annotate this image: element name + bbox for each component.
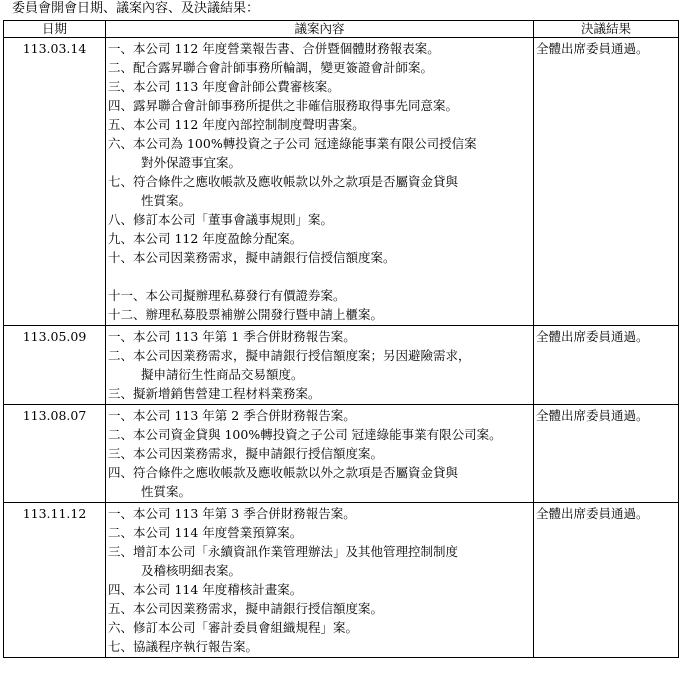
agenda-item: 二、配合露昇聯合會計師事務所輪調，變更簽證會計師案。: [108, 60, 434, 75]
agenda-item: 四、露昇聯合會計師事務所提供之非確信服務取得事先同意案。: [108, 98, 459, 113]
agenda-item: 六、修訂本公司「審計委員會組織規程」案。: [108, 620, 359, 635]
agenda-item: 二、本公司 114 年度營業預算案。: [108, 525, 303, 540]
agenda-item: 十一、本公司擬辦理私募發行有價證券案。: [108, 288, 346, 303]
agenda-item: 四、本公司 114 年度稽核計畫案。: [108, 582, 303, 597]
meeting-date: 113.05.09: [4, 326, 106, 405]
meeting-result: 全體出席委員通過。: [534, 503, 679, 658]
agenda-item: 三、本公司因業務需求，擬申請銀行授信額度案。: [108, 446, 384, 461]
agenda-item: 十二、辦理私募股票補辦公開發行暨申請上櫃案。: [108, 307, 384, 322]
agenda-item: 七、協議程序執行報告案。: [108, 639, 259, 654]
header-content: 議案內容: [106, 21, 534, 38]
meeting-date: 113.11.12: [4, 503, 106, 658]
agenda-item-continuation: 擬申請衍生性商品交易額度。: [141, 367, 304, 382]
agenda-item: 三、增訂本公司「永續資訊作業管理辦法」及其他管理控制制度: [108, 544, 459, 559]
agenda-list: [106, 326, 534, 405]
agenda-item: 一、本公司 113 年第 1 季合併財務報告案。: [108, 329, 356, 344]
header-date: 日期: [4, 21, 106, 38]
agenda-item: 六、本公司為 100%轉投資之子公司 冠達綠能事業有限公司授信案: [108, 136, 477, 151]
meeting-result: 全體出席委員通過。: [534, 38, 679, 326]
table-row: [4, 326, 679, 405]
agenda-blank-line: [108, 267, 531, 286]
meetings-table: [3, 20, 679, 658]
table-row: [4, 38, 679, 326]
agenda-item-continuation: 性質案。: [141, 193, 192, 208]
agenda-item: 三、本公司 113 年度會計師公費審核案。: [108, 79, 340, 94]
section-heading: 委員會開會日期、議案內容、及決議結果：: [12, 1, 260, 16]
agenda-item: 一、本公司 113 年第 2 季合併財務報告案。: [108, 408, 356, 423]
agenda-item: 一、本公司 112 年度營業報告書、合併暨個體財務報表案。: [108, 41, 440, 56]
table-row: [4, 503, 679, 658]
agenda-item-continuation: 性質案。: [141, 484, 192, 499]
agenda-item: 七、符合條件之應收帳款及應收帳款以外之款項是否屬資金貸與: [108, 174, 459, 189]
agenda-list: [106, 38, 534, 326]
meeting-result: 全體出席委員通過。: [534, 326, 679, 405]
table-header-row: [4, 21, 679, 38]
meeting-result: 全體出席委員通過。: [534, 405, 679, 503]
agenda-item: 八、修訂本公司「董事會議事規則」案。: [108, 212, 334, 227]
agenda-item: 五、本公司 112 年度內部控制制度聲明書案。: [108, 117, 365, 132]
agenda-item-continuation: 對外保證事宜案。: [141, 155, 242, 170]
agenda-item: 二、本公司資金貸與 100%轉投資之子公司 冠達綠能事業有限公司案。: [108, 427, 502, 442]
agenda-item: 四、符合條件之應收帳款及應收帳款以外之款項是否屬資金貸與: [108, 465, 459, 480]
header-result: 決議結果: [534, 21, 679, 38]
agenda-item: 十、本公司因業務需求，擬申請銀行信授信額度案。: [108, 250, 396, 265]
table-row: [4, 405, 679, 503]
agenda-item: 二、本公司因業務需求，擬申請銀行授信額度案；另因避險需求，: [108, 348, 471, 363]
agenda-item: 九、本公司 112 年度盈餘分配案。: [108, 231, 303, 246]
agenda-item: 五、本公司因業務需求，擬申請銀行授信額度案。: [108, 601, 384, 616]
agenda-item: 三、擬新增銷售營建工程材料業務案。: [108, 386, 321, 401]
meeting-date: 113.03.14: [4, 38, 106, 326]
agenda-list: [106, 503, 534, 658]
agenda-list: [106, 405, 534, 503]
meeting-date: 113.08.07: [4, 405, 106, 503]
agenda-item-continuation: 及稽核明細表案。: [141, 563, 242, 578]
agenda-item: 一、本公司 113 年第 3 季合併財務報告案。: [108, 506, 356, 521]
